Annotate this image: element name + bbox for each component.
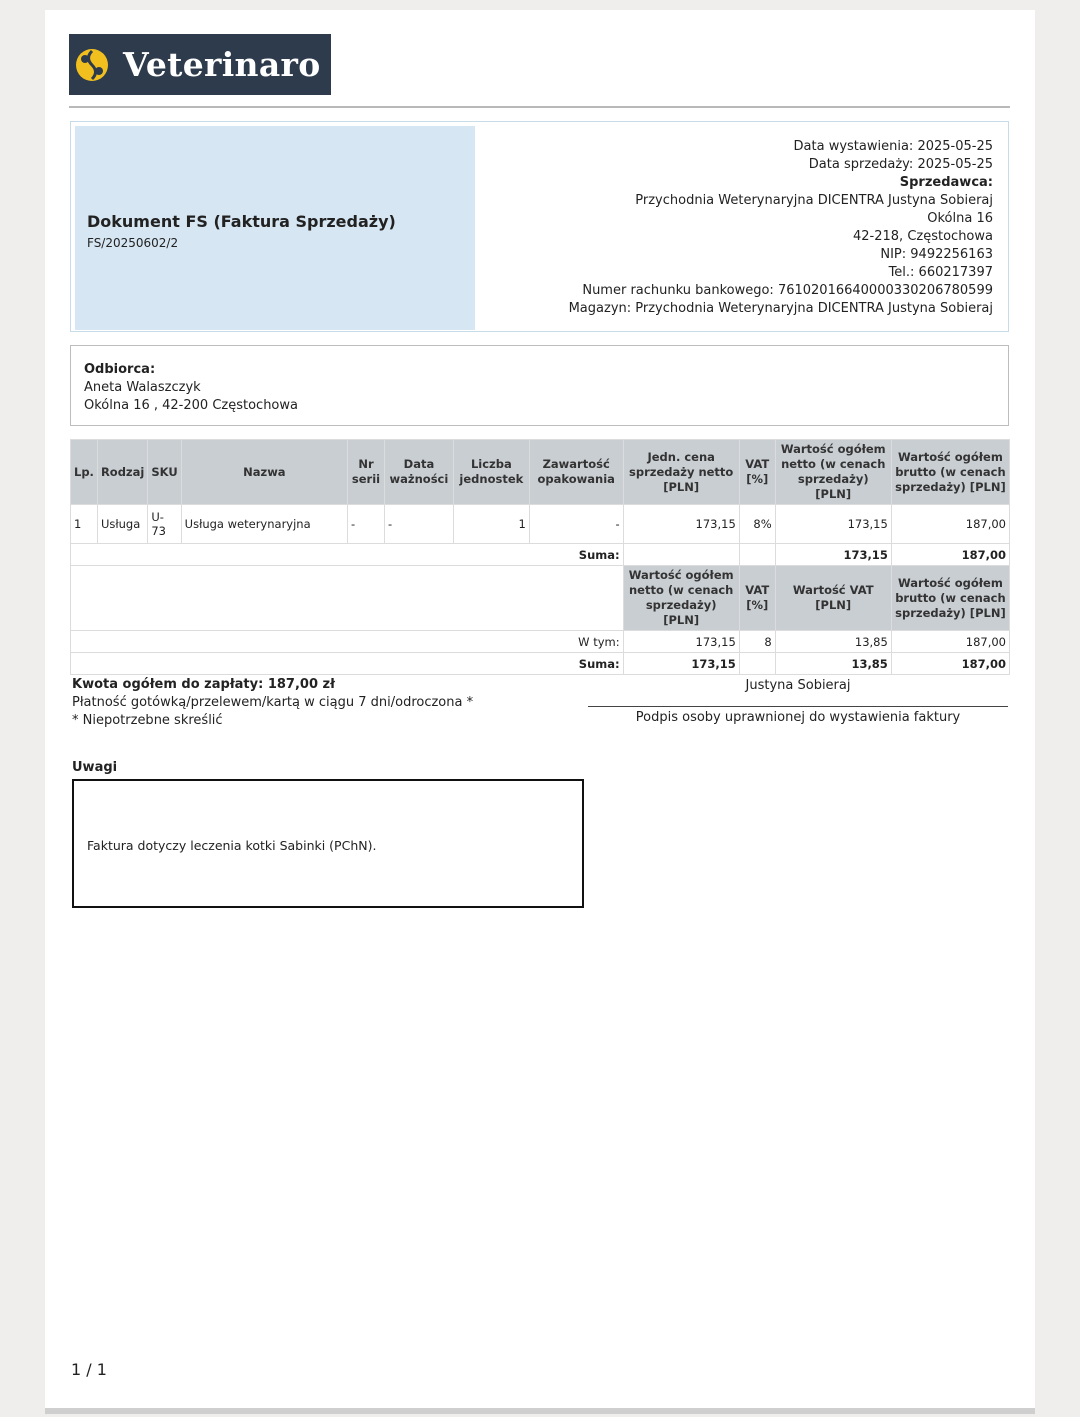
- seller-label: Sprzedawca:: [899, 175, 993, 190]
- items-sum-gross: 187,00: [891, 544, 1009, 566]
- col-sku: SKU: [148, 440, 181, 505]
- vat-breakdown-row: [71, 631, 1010, 653]
- col-package: Zawartość opakowania: [529, 440, 623, 505]
- seller-nip: NIP: 9492256163: [880, 247, 993, 262]
- logo-mark-icon: [75, 48, 109, 82]
- vat-row-label: W tym:: [71, 631, 624, 653]
- vat-row-value: 13,85: [775, 631, 891, 653]
- document-number: FS/20250602/2: [87, 236, 179, 250]
- cell-name: Usługa weterynaryjna: [181, 505, 347, 544]
- col-units: Liczba jednostek: [453, 440, 529, 505]
- col-lp: Lp.: [71, 440, 98, 505]
- document-title: Dokument FS (Faktura Sprzedaży): [87, 212, 396, 231]
- cell-lp: 1: [71, 505, 98, 544]
- seller-name: Przychodnia Weterynaryjna DICENTRA Justyna Sobieraj: [635, 193, 993, 208]
- items-sum-row: [71, 544, 1010, 566]
- document-title-panel: [75, 126, 475, 330]
- notes-label: Uwagi: [72, 760, 118, 775]
- vat-row-gross: 187,00: [891, 631, 1009, 653]
- col-name: Nazwa: [181, 440, 347, 505]
- cell-package: -: [529, 505, 623, 544]
- vat-sum-value: 13,85: [775, 653, 891, 675]
- vat-sum-row: [71, 653, 1010, 675]
- vat-header-row: [71, 566, 1010, 631]
- cell-sku: U-73: [148, 505, 181, 544]
- document-header: [70, 121, 1009, 332]
- recipient-box: [70, 345, 1009, 426]
- page-number: 1 / 1: [71, 1360, 107, 1379]
- items-header-row: [71, 440, 1010, 505]
- vat-col-gross: Wartość ogółem brutto (w cenach sprzedaży) [PLN]: [891, 566, 1009, 631]
- invoice-page: [45, 10, 1035, 1408]
- vat-row-rate: 8: [739, 631, 775, 653]
- seller-phone: Tel.: 660217397: [888, 265, 993, 280]
- cell-serial: -: [348, 505, 385, 544]
- cell-units: 1: [453, 505, 529, 544]
- page-shadow: [45, 1408, 1035, 1414]
- signatory-name: Justyna Sobieraj: [745, 678, 851, 693]
- seller-warehouse: Magazyn: Przychodnia Weterynaryjna DICENTRA Justyna Sobieraj: [568, 301, 993, 316]
- vat-sum-gross: 187,00: [891, 653, 1009, 675]
- issue-date: Data wystawienia: 2025-05-25: [793, 139, 993, 154]
- cell-gross-total: 187,00: [891, 505, 1009, 544]
- table-row: [71, 505, 1010, 544]
- col-net-total: Wartość ogółem netto (w cenach sprzedaży) [PLN]: [775, 440, 891, 505]
- signature-caption: Podpis osoby uprawnionej do wystawienia faktury: [588, 706, 1008, 725]
- cell-expiry: -: [384, 505, 453, 544]
- payment-method: Płatność gotówką/przelewem/kartą w ciągu 7 dni/odroczona *: [72, 695, 474, 710]
- col-vat: VAT [%]: [739, 440, 775, 505]
- veterinaro-logo: [69, 34, 331, 95]
- recipient-address: Okólna 16 , 42-200 Częstochowa: [84, 398, 298, 413]
- recipient-label: Odbiorca:: [84, 362, 156, 377]
- col-kind: Rodzaj: [97, 440, 147, 505]
- seller-city: 42-218, Częstochowa: [853, 229, 993, 244]
- cell-vat: 8%: [739, 505, 775, 544]
- cell-unit-price: 173,15: [623, 505, 739, 544]
- total-to-pay: Kwota ogółem do zapłaty: 187,00 zł: [72, 677, 335, 692]
- cell-kind: Usługa: [97, 505, 147, 544]
- sale-date: Data sprzedaży: 2025-05-25: [808, 157, 993, 172]
- recipient-name: Aneta Walaszczyk: [84, 380, 201, 395]
- col-serial: Nr serii: [348, 440, 385, 505]
- col-gross-total: Wartość ogółem brutto (w cenach sprzedaży) [PLN]: [891, 440, 1009, 505]
- vat-col-value: Wartość VAT [PLN]: [775, 566, 891, 631]
- vat-col-rate: VAT [%]: [739, 566, 775, 631]
- cell-net-total: 173,15: [775, 505, 891, 544]
- vat-col-net: Wartość ogółem netto (w cenach sprzedaży) [PLN]: [623, 566, 739, 631]
- seller-bank-account: Numer rachunku bankowego: 76102016640000330206780599: [582, 283, 993, 298]
- vat-sum-net: 173,15: [623, 653, 739, 675]
- notes-box: [72, 779, 584, 908]
- logo-text: Veterinaro: [123, 45, 321, 84]
- seller-street: Okólna 16: [927, 211, 993, 226]
- vat-row-net: 173,15: [623, 631, 739, 653]
- items-sum-net: 173,15: [775, 544, 891, 566]
- signature-block: [588, 676, 1008, 725]
- header-divider: [69, 106, 1010, 108]
- items-table: [70, 439, 1010, 675]
- payment-footnote: * Niepotrzebne skreślić: [72, 713, 223, 728]
- items-sum-label: Suma:: [71, 544, 624, 566]
- col-expiry: Data ważności: [384, 440, 453, 505]
- seller-info: [569, 138, 993, 318]
- payment-info: [72, 676, 473, 730]
- col-unit-price: Jedn. cena sprzedaży netto [PLN]: [623, 440, 739, 505]
- vat-sum-label: Suma:: [71, 653, 624, 675]
- notes-text: Faktura dotyczy leczenia kotki Sabinki (PChN).: [87, 838, 377, 853]
